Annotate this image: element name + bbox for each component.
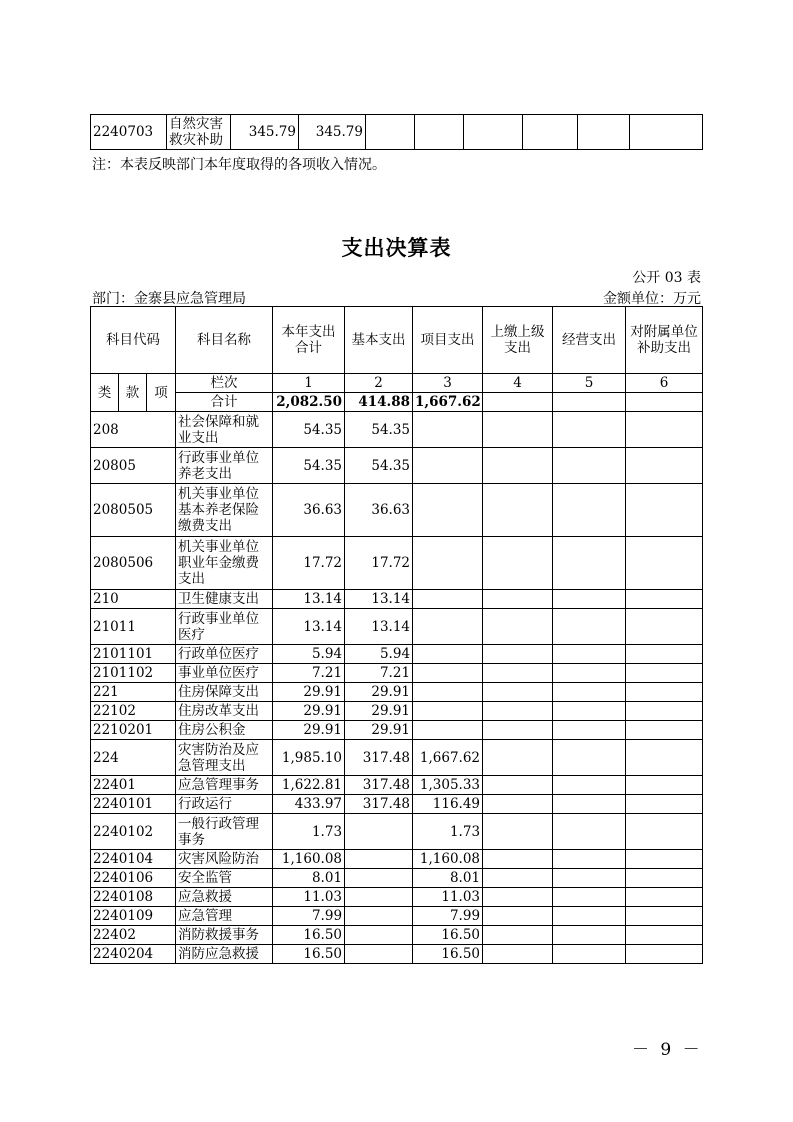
row-name: 行政事业单位医疗	[176, 609, 273, 645]
table-row	[91, 888, 703, 907]
empty-cell	[483, 683, 553, 702]
empty-cell	[630, 115, 703, 150]
row-total: 7.99	[273, 907, 345, 926]
empty-cell	[626, 721, 703, 740]
row-name: 行政运行	[176, 795, 273, 814]
page-title: 支出决算表	[341, 236, 452, 260]
header-xiang: 项	[147, 374, 176, 412]
table-row	[91, 814, 703, 850]
empty-cell	[626, 888, 703, 907]
row-total: 345.79	[231, 115, 299, 150]
row-project: 16.50	[413, 945, 483, 964]
row-name: 机关事业单位职业年金缴费支出	[176, 537, 273, 590]
row-total: 7.21	[273, 664, 345, 683]
row-basic	[345, 850, 413, 869]
row-code: 224	[91, 740, 176, 776]
row-code: 2240101	[91, 795, 176, 814]
header-subsidy: 对附属单位补助支出	[626, 307, 703, 374]
row-name: 应急管理事务	[176, 776, 273, 795]
empty-cell	[626, 393, 703, 412]
row-project	[413, 484, 483, 537]
row-code: 2240109	[91, 907, 176, 926]
row-basic: 29.91	[345, 721, 413, 740]
table-row	[91, 609, 703, 645]
row-project: 1,160.08	[413, 850, 483, 869]
row-basic: 317.48	[345, 795, 413, 814]
table-row	[91, 484, 703, 537]
header-project: 项目支出	[413, 307, 483, 374]
header-row	[91, 307, 703, 374]
col-number: 1	[273, 374, 345, 393]
header-total: 本年支出合计	[273, 307, 345, 374]
table-row	[91, 448, 703, 484]
empty-cell	[553, 888, 626, 907]
table-row	[91, 776, 703, 795]
empty-cell	[366, 115, 415, 150]
row-code: 210	[91, 590, 176, 609]
total-basic: 414.88	[345, 393, 413, 412]
row-code: 2240104	[91, 850, 176, 869]
table-note: 注：本表反映部门本年度取得的各项收入情况。	[92, 157, 386, 173]
col-number: 5	[553, 374, 626, 393]
row-code: 2080506	[91, 537, 176, 590]
row-project: 8.01	[413, 869, 483, 888]
empty-cell	[523, 115, 578, 150]
row-project	[413, 448, 483, 484]
empty-cell	[553, 721, 626, 740]
table-row	[91, 115, 703, 150]
empty-cell	[483, 814, 553, 850]
row-project	[413, 412, 483, 448]
table-row	[91, 645, 703, 664]
header-kuan: 款	[119, 374, 147, 412]
row-name: 应急救援	[176, 888, 273, 907]
row-total: 54.35	[273, 448, 345, 484]
empty-cell	[553, 702, 626, 721]
row-name: 卫生健康支出	[176, 590, 273, 609]
row-code: 2240703	[91, 115, 167, 150]
row-code: 2210201	[91, 721, 176, 740]
row-name: 灾害风险防治	[176, 850, 273, 869]
table-row	[91, 850, 703, 869]
row-basic: 29.91	[345, 683, 413, 702]
row-total: 1.73	[273, 814, 345, 850]
previous-income-table	[90, 114, 703, 150]
empty-cell	[483, 448, 553, 484]
row-basic	[345, 926, 413, 945]
table-row	[91, 537, 703, 590]
empty-cell	[553, 869, 626, 888]
header-code: 科目代码	[91, 307, 176, 374]
row-code: 20805	[91, 448, 176, 484]
row-project	[413, 590, 483, 609]
empty-cell	[553, 776, 626, 795]
empty-cell	[626, 869, 703, 888]
empty-cell	[553, 945, 626, 964]
row-total: 29.91	[273, 721, 345, 740]
empty-cell	[626, 537, 703, 590]
row-project: 116.49	[413, 795, 483, 814]
row-code: 2240106	[91, 869, 176, 888]
row-total: 13.14	[273, 609, 345, 645]
row-basic: 13.14	[345, 590, 413, 609]
row-total: 29.91	[273, 683, 345, 702]
page-number: － 9 －	[632, 1040, 703, 1060]
table-row	[91, 740, 703, 776]
row-project	[413, 537, 483, 590]
empty-cell	[626, 645, 703, 664]
row-project: 11.03	[413, 888, 483, 907]
empty-cell	[626, 776, 703, 795]
row-project	[413, 664, 483, 683]
row-name: 住房保障支出	[176, 683, 273, 702]
row-name: 应急管理	[176, 907, 273, 926]
row-basic: 54.35	[345, 412, 413, 448]
col-number: 4	[483, 374, 553, 393]
row-code: 2240204	[91, 945, 176, 964]
empty-cell	[626, 795, 703, 814]
row-name: 消防救援事务	[176, 926, 273, 945]
empty-cell	[553, 814, 626, 850]
empty-cell	[483, 850, 553, 869]
empty-cell	[626, 740, 703, 776]
total-label: 合计	[176, 393, 273, 412]
row-total: 1,160.08	[273, 850, 345, 869]
row-name: 一般行政管理事务	[176, 814, 273, 850]
table-row	[91, 590, 703, 609]
row-project: 16.50	[413, 926, 483, 945]
row-total: 1,985.10	[273, 740, 345, 776]
row-basic: 317.48	[345, 740, 413, 776]
table-row	[91, 683, 703, 702]
empty-cell	[578, 115, 630, 150]
table-row	[91, 869, 703, 888]
empty-cell	[483, 590, 553, 609]
empty-cell	[553, 537, 626, 590]
table-row	[91, 702, 703, 721]
empty-cell	[483, 776, 553, 795]
empty-cell	[553, 448, 626, 484]
row-name: 住房改革支出	[176, 702, 273, 721]
row-name: 行政事业单位养老支出	[176, 448, 273, 484]
empty-cell	[553, 664, 626, 683]
row-total: 1,622.81	[273, 776, 345, 795]
row-name: 社会保障和就业支出	[176, 412, 273, 448]
empty-cell	[553, 609, 626, 645]
row-total: 5.94	[273, 645, 345, 664]
empty-cell	[483, 795, 553, 814]
row-basic: 345.79	[299, 115, 366, 150]
empty-cell	[553, 484, 626, 537]
row-total: 29.91	[273, 702, 345, 721]
table-row	[91, 945, 703, 964]
row-basic: 13.14	[345, 609, 413, 645]
empty-cell	[483, 926, 553, 945]
row-code: 208	[91, 412, 176, 448]
empty-cell	[415, 115, 464, 150]
column-number-row	[91, 374, 703, 393]
row-code: 2240102	[91, 814, 176, 850]
empty-cell	[483, 907, 553, 926]
header-upper: 上缴上级支出	[483, 307, 553, 374]
empty-cell	[483, 484, 553, 537]
row-basic: 29.91	[345, 702, 413, 721]
total-project: 1,667.62	[413, 393, 483, 412]
row-total: 11.03	[273, 888, 345, 907]
row-total: 17.72	[273, 537, 345, 590]
empty-cell	[626, 683, 703, 702]
empty-cell	[483, 393, 553, 412]
row-project: 1.73	[413, 814, 483, 850]
row-name: 机关事业单位基本养老保险缴费支出	[176, 484, 273, 537]
row-project	[413, 702, 483, 721]
expenditure-table	[90, 306, 703, 964]
header-basic: 基本支出	[345, 307, 413, 374]
empty-cell	[483, 888, 553, 907]
empty-cell	[626, 590, 703, 609]
empty-cell	[553, 590, 626, 609]
table-row	[91, 721, 703, 740]
row-code: 22401	[91, 776, 176, 795]
header-lei: 类	[91, 374, 119, 412]
row-name: 事业单位医疗	[176, 664, 273, 683]
empty-cell	[483, 721, 553, 740]
row-total: 36.63	[273, 484, 345, 537]
row-name: 自然灾害救灾补助	[167, 115, 231, 150]
row-code: 22102	[91, 702, 176, 721]
row-total: 433.97	[273, 795, 345, 814]
col-number: 2	[345, 374, 413, 393]
empty-cell	[626, 412, 703, 448]
row-project: 7.99	[413, 907, 483, 926]
row-basic	[345, 945, 413, 964]
row-total: 13.14	[273, 590, 345, 609]
row-basic	[345, 907, 413, 926]
row-total: 16.50	[273, 945, 345, 964]
empty-cell	[626, 907, 703, 926]
row-basic: 317.48	[345, 776, 413, 795]
total-row	[91, 393, 703, 412]
row-project	[413, 721, 483, 740]
header-lanci: 栏次	[176, 374, 273, 393]
row-code: 2240108	[91, 888, 176, 907]
empty-cell	[483, 609, 553, 645]
row-basic	[345, 814, 413, 850]
row-total: 8.01	[273, 869, 345, 888]
empty-cell	[626, 448, 703, 484]
row-basic	[345, 888, 413, 907]
col-number: 3	[413, 374, 483, 393]
row-basic: 54.35	[345, 448, 413, 484]
row-project: 1,305.33	[413, 776, 483, 795]
empty-cell	[553, 412, 626, 448]
table-row	[91, 795, 703, 814]
empty-cell	[553, 907, 626, 926]
row-total: 54.35	[273, 412, 345, 448]
row-total: 16.50	[273, 926, 345, 945]
empty-cell	[626, 926, 703, 945]
empty-cell	[553, 393, 626, 412]
col-number: 6	[626, 374, 703, 393]
empty-cell	[626, 484, 703, 537]
empty-cell	[483, 645, 553, 664]
table-row	[91, 907, 703, 926]
table-row	[91, 412, 703, 448]
empty-cell	[626, 814, 703, 850]
row-code: 2101101	[91, 645, 176, 664]
row-project: 1,667.62	[413, 740, 483, 776]
empty-cell	[483, 869, 553, 888]
empty-cell	[626, 702, 703, 721]
empty-cell	[626, 850, 703, 869]
row-project	[413, 645, 483, 664]
row-basic: 36.63	[345, 484, 413, 537]
empty-cell	[553, 795, 626, 814]
row-project	[413, 683, 483, 702]
empty-cell	[483, 412, 553, 448]
header-name: 科目名称	[176, 307, 273, 374]
empty-cell	[483, 537, 553, 590]
amount-unit-label: 金额单位：万元	[603, 291, 701, 307]
header-business: 经营支出	[553, 307, 626, 374]
empty-cell	[464, 115, 523, 150]
empty-cell	[553, 926, 626, 945]
row-code: 2101102	[91, 664, 176, 683]
total-sum: 2,082.50	[273, 393, 345, 412]
row-code: 21011	[91, 609, 176, 645]
row-project	[413, 609, 483, 645]
row-name: 住房公积金	[176, 721, 273, 740]
department-label: 部门：金寨县应急管理局	[92, 291, 246, 307]
empty-cell	[553, 850, 626, 869]
row-basic: 5.94	[345, 645, 413, 664]
form-number: 公开 03 表	[632, 270, 701, 286]
row-code: 221	[91, 683, 176, 702]
empty-cell	[626, 664, 703, 683]
empty-cell	[553, 683, 626, 702]
row-basic: 7.21	[345, 664, 413, 683]
empty-cell	[483, 945, 553, 964]
row-name: 行政单位医疗	[176, 645, 273, 664]
table-row	[91, 926, 703, 945]
row-name: 安全监管	[176, 869, 273, 888]
row-basic	[345, 869, 413, 888]
empty-cell	[553, 645, 626, 664]
empty-cell	[626, 609, 703, 645]
table-row	[91, 664, 703, 683]
row-code: 22402	[91, 926, 176, 945]
row-code: 2080505	[91, 484, 176, 537]
empty-cell	[483, 664, 553, 683]
row-name: 消防应急救援	[176, 945, 273, 964]
empty-cell	[483, 702, 553, 721]
row-basic: 17.72	[345, 537, 413, 590]
empty-cell	[483, 740, 553, 776]
row-name: 灾害防治及应急管理支出	[176, 740, 273, 776]
empty-cell	[626, 945, 703, 964]
empty-cell	[553, 740, 626, 776]
